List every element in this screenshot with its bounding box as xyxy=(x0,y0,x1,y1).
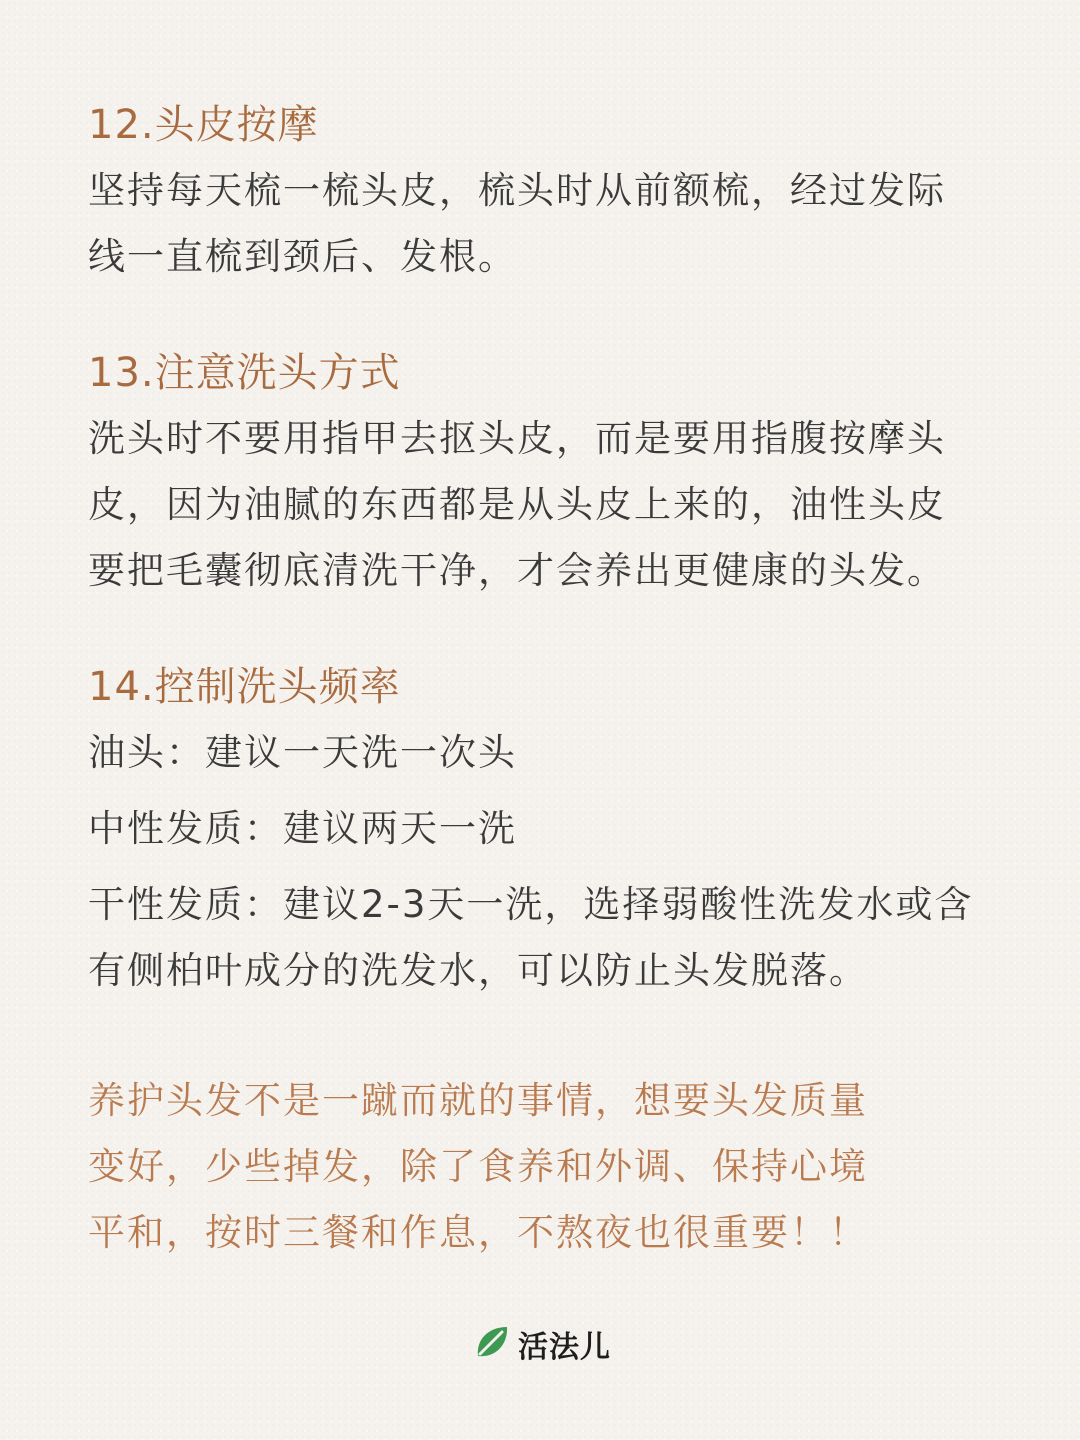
body-line: 要把毛囊彻底清洗干净，才会养出更健康的头发。 xyxy=(88,549,946,592)
closing-line: 平和，按时三餐和作息，不熬夜也很重要！！ xyxy=(88,1211,868,1254)
normal-hair-line: 中性发质：建议两天一洗 xyxy=(88,807,517,850)
body-line: 坚持每天梳一梳头皮，梳头时从前额梳，经过发际 xyxy=(88,169,946,212)
closing-note xyxy=(88,1068,1018,1266)
closing-line: 变好，少些掉发，除了食养和外调、保持心境 xyxy=(88,1145,868,1188)
closing-line: 养护头发不是一蹴而就的事情，想要头发质量 xyxy=(88,1079,868,1122)
section-scalp-massage xyxy=(88,92,1018,290)
dry-hair-line: 有侧柏叶成分的洗发水，可以防止头发脱落。 xyxy=(88,949,868,992)
section-washing-method xyxy=(88,340,1018,604)
article xyxy=(88,92,1018,1316)
section-washing-frequency xyxy=(88,654,1018,1004)
body-line: 洗头时不要用指甲去抠头皮，而是要用指腹按摩头 xyxy=(88,417,946,460)
dry-hair-line: 干性发质：建议2-3天一洗，选择弱酸性洗发水或含 xyxy=(88,883,974,926)
body-line: 线一直梳到颈后、发根。 xyxy=(88,235,517,278)
section-heading: 12.头皮按摩 xyxy=(88,102,319,148)
leaf-icon xyxy=(472,1322,512,1366)
brand-name: 活法儿 xyxy=(518,1330,611,1365)
section-heading: 13.注意洗头方式 xyxy=(88,350,401,396)
body-line: 皮，因为油腻的东西都是从头皮上来的，油性头皮 xyxy=(88,483,946,526)
section-heading: 14.控制洗头频率 xyxy=(88,664,401,710)
oily-hair-line: 油头：建议一天洗一次头 xyxy=(88,731,517,774)
brand-logo xyxy=(472,1322,611,1366)
